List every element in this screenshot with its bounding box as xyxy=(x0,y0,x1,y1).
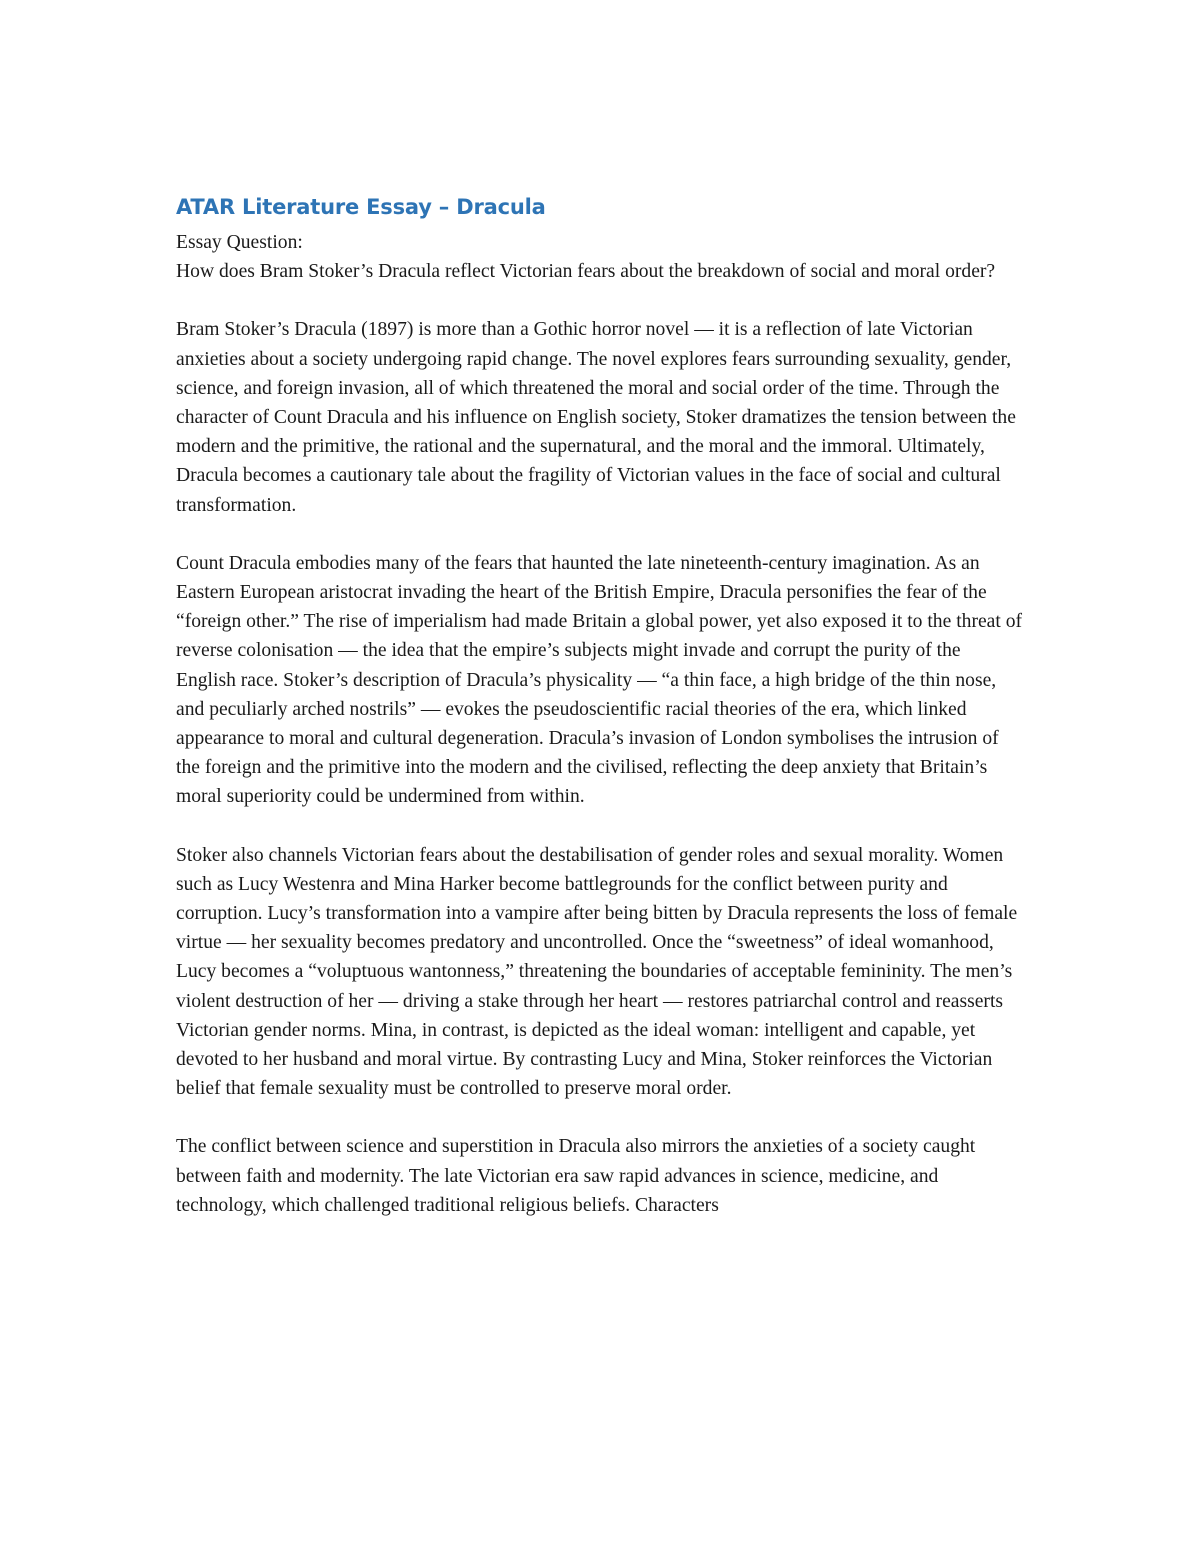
question-label: Essay Question: xyxy=(176,232,303,253)
document-title: ATAR Literature Essay – Dracula xyxy=(176,195,546,219)
document-body xyxy=(176,192,1024,1220)
paragraph-introduction: Bram Stoker’s Dracula (1897) is more than a Gothic horror novel — it is a reflection of late Victorian anxieties about a society undergoing rapid change. The novel explores fears surrounding sexuality, gender, science, and foreign invasion, all of which threatened the moral and social order of the time. Through the character of Count Dracula and his influence on English society, Stoker dramatizes the tension between the modern and the primitive, the rational and the supernatural, and the moral and the immoral. Ultimately, Dracula becomes a cautionary tale about the fragility of Victorian values in the face of social and cultural transformation. xyxy=(176,319,1016,516)
paragraph-foreign-other: Count Dracula embodies many of the fears that haunted the late nineteenth-century imagination. As an Eastern European aristocrat invading the heart of the British Empire, Dracula personifies the fear of the “foreign other.” The rise of imperialism had made Britain a global power, yet also exposed it to the threat of reverse colonisation — the idea that the empire’s subjects might invade and corrupt the purity of the English race. Stoker’s description of Dracula’s physicality — “a thin face, a high bridge of the thin nose, and peculiarly arched nostrils” — evokes the pseudoscientific racial theories of the era, which linked appearance to moral and cultural degeneration. Dracula’s invasion of London symbolises the intrusion of the foreign and the primitive into the modern and the civilised, reflecting the deep anxiety that Britain’s moral superiority could be undermined from within. xyxy=(176,552,1023,808)
paragraph-gender-roles: Stoker also channels Victorian fears about the destabilisation of gender roles and sexual morality. Women such as Lucy Westenra and Mina Harker become battlegrounds for the conflict between purity and corruption. Lucy’s transformation into a vampire after being bitten by Dracula represents the loss of female virtue — her sexuality becomes predatory and uncontrolled. Once the “sweetness” of ideal womanhood, Lucy becomes a “voluptuous wantonness,” threatening the boundaries of acceptable femininity. The men’s violent destruction of her — driving a stake through her heart — restores patriarchal control and reasserts Victorian gender norms. Mina, in contrast, is depicted as the ideal woman: intelligent and capable, yet devoted to her husband and moral virtue. By contrasting Lucy and Mina, Stoker reinforces the Victorian belief that female sexuality must be controlled to preserve moral order. xyxy=(176,844,1018,1100)
paragraph-science-superstition: The conflict between science and superstition in Dracula also mirrors the anxieties of a society caught between faith and modernity. The late Victorian era saw rapid advances in science, medicine, and technology, which challenged traditional religious beliefs. Characters xyxy=(176,1136,976,1216)
question-text: How does Bram Stoker’s Dracula reflect Victorian fears about the breakdown of social and moral order? xyxy=(176,261,996,283)
